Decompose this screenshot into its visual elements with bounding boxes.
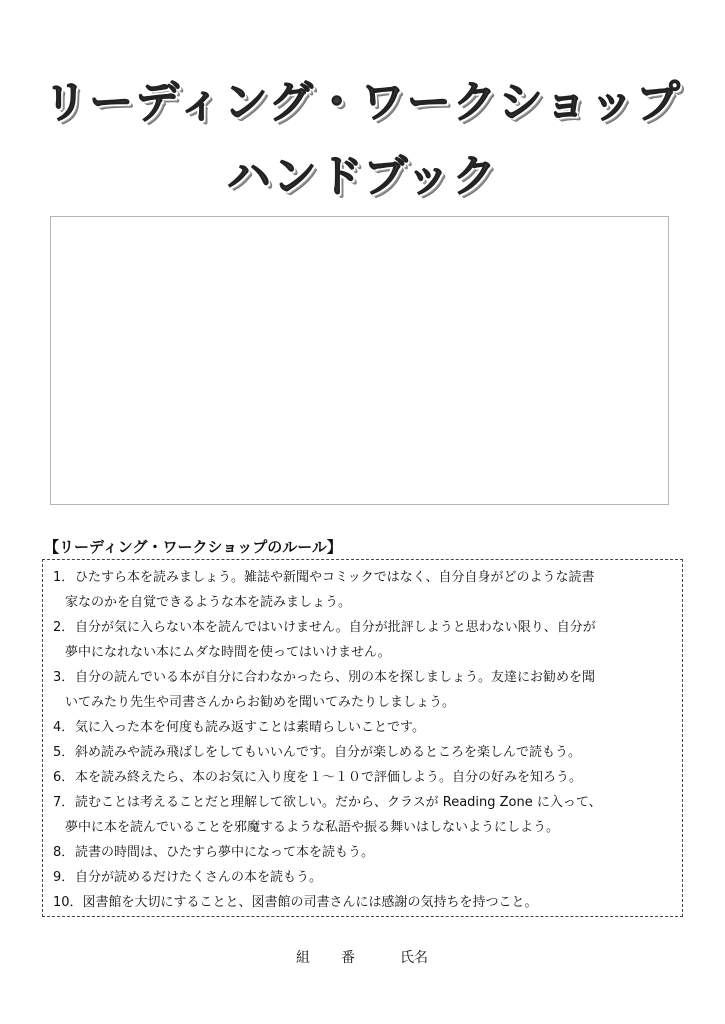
rule-text: ひたすら本を読みましょう。雑誌や新聞やコミックではなく、自分自身がどのような読書 xyxy=(75,570,595,585)
page-title: リーディング・ワークショップ xyxy=(43,77,682,128)
rule-text-continued: いてみたり先生や司書さんからお勧めを聞いてみたりしましょう。 xyxy=(65,695,456,710)
rule-text: 自分が気に入らない本を読んではいけません。自分が批評しようと思わない限り、自分が xyxy=(75,620,596,635)
image-placeholder-box xyxy=(50,216,669,505)
rule-text: 本を読み終えたら、本のお気に入り度を１～１０で評価しよう。自分の好みを知ろう。 xyxy=(75,770,583,785)
name-label: 氏名 xyxy=(400,950,428,966)
class-label: 組 xyxy=(296,950,310,966)
rule-number: 6． xyxy=(53,770,75,785)
rule-item-3 xyxy=(53,665,674,715)
rule-text: 読むことは考えることだと理解して欲しい。だから、クラスが Reading Zone に入って、 xyxy=(75,795,602,810)
rule-text: 斜め読みや読み飛ばしをしてもいいんです。自分が楽しめるところを楽しんで読もう。 xyxy=(75,745,581,760)
rule-item-2 xyxy=(53,615,674,665)
rule-number: 8． xyxy=(53,845,75,860)
rule-item-9 xyxy=(53,865,674,890)
rule-item-10 xyxy=(53,890,674,915)
number-label: 番 xyxy=(341,950,355,966)
rule-number: 4． xyxy=(53,720,75,735)
rule-number: 1． xyxy=(53,570,75,585)
rule-text-continued: 家なのかを自覚できるような本を読みましょう。 xyxy=(65,595,352,610)
rule-item-1 xyxy=(53,565,674,615)
rule-item-8 xyxy=(53,840,674,865)
rule-number: 9． xyxy=(53,870,75,885)
rule-item-5 xyxy=(53,740,674,765)
rule-text: 気に入った本を何度も読み返すことは素晴らしいことです。 xyxy=(75,720,425,735)
rules-heading: 【リーディング・ワークショップのルール】 xyxy=(44,538,342,556)
rule-text-continued: 夢中になれない本にムダな時間を使ってはいけません。 xyxy=(65,645,391,660)
rule-item-7 xyxy=(53,790,674,840)
page-subtitle: ハンドブック xyxy=(226,151,499,202)
rule-text: 図書館を大切にすることと、図書館の司書さんには感謝の気持ちを持つこと。 xyxy=(82,895,538,910)
rule-text-continued: 夢中に本を読んでいることを邪魔するような私語や振る舞いはしないようにしよう。 xyxy=(65,820,560,835)
rule-number: 3． xyxy=(53,670,75,685)
rule-number: 2． xyxy=(53,620,75,635)
rule-item-6 xyxy=(53,765,674,790)
rule-number: 5． xyxy=(53,745,75,760)
rule-number: 7． xyxy=(53,795,75,810)
rules-box xyxy=(42,559,683,917)
rule-text: 自分の読んでいる本が自分に合わなかったら、別の本を探しましょう。友達にお勧めを聞 xyxy=(75,670,596,685)
rule-text: 自分が読めるだけたくさんの本を読もう。 xyxy=(75,870,323,885)
rule-text: 読書の時間は、ひたすら夢中になって本を読もう。 xyxy=(75,845,375,860)
rule-number: 10． xyxy=(53,895,83,910)
rule-item-4 xyxy=(53,715,674,740)
